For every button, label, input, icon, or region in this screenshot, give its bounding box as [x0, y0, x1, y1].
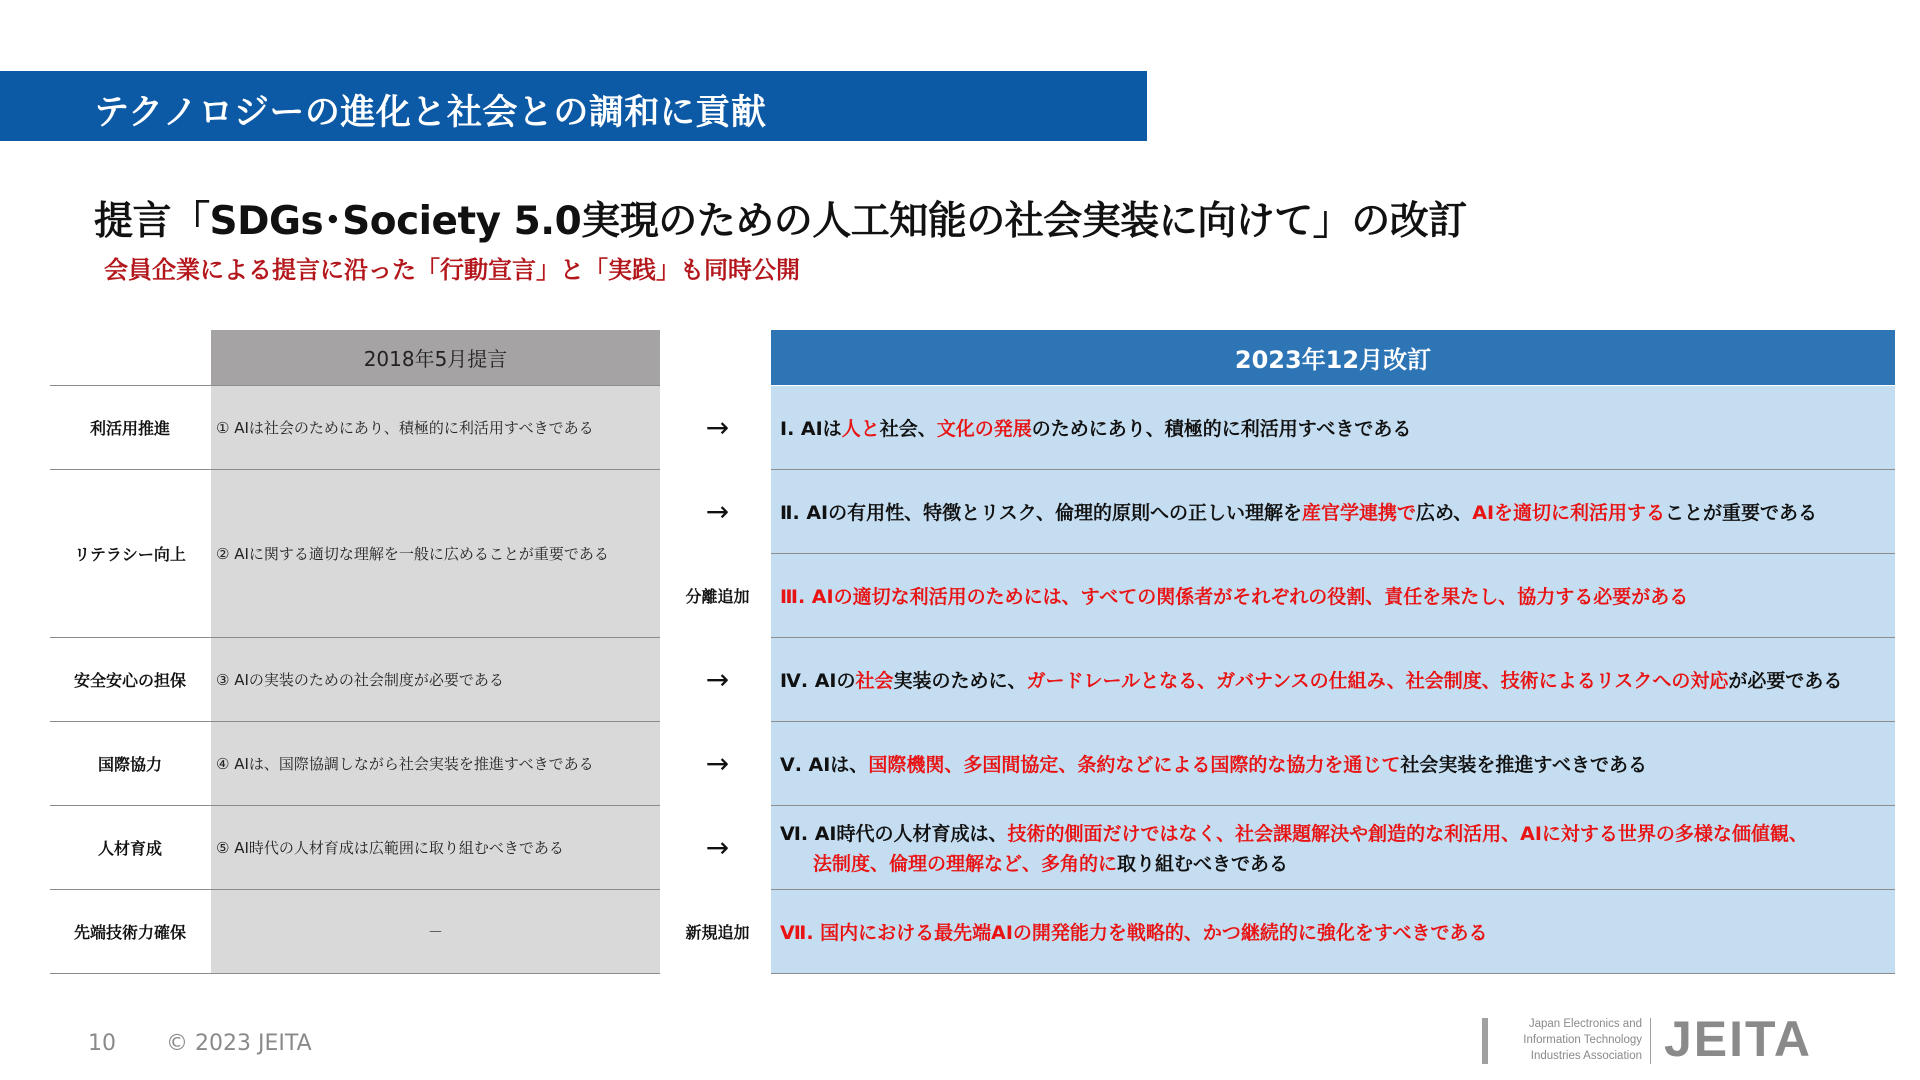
new-proposal-5 — [771, 722, 1895, 805]
banner-title: テクノロジーの進化と社会との調和に貢献 — [94, 93, 767, 133]
arrow-icon: → — [705, 831, 730, 864]
row-divider — [50, 973, 660, 974]
old-column-header: 2018年5月提言 — [211, 330, 660, 385]
text-segment: Ⅳ. AIの — [780, 670, 856, 692]
text-segment: Ⅰ. AIは — [780, 418, 842, 440]
highlight-segment: 技術的側面だけではなく、社会課題解決や創造的な利活用、AIに対する世界の多様な価値観、 — [1007, 823, 1808, 845]
split-added-label: 分離追加 — [685, 587, 750, 606]
old-proposal-3: ③ AIの実装のための社会制度が必要である — [211, 638, 660, 721]
row-divider — [771, 805, 1895, 806]
row-divider — [771, 553, 1895, 554]
highlight-segment: 法制度、倫理の理解など、多角的に — [813, 853, 1118, 875]
text-segment: 広め、 — [1416, 502, 1473, 524]
row-divider — [50, 385, 660, 386]
new-column-header: 2023年12月改訂 — [771, 330, 1895, 385]
arrow-icon: → — [705, 663, 730, 696]
logo-bar — [1482, 1018, 1488, 1064]
jeita-logo — [1482, 1011, 1857, 1067]
text-segment: 実装のために、 — [893, 670, 1027, 692]
old-proposal-none: － — [211, 890, 660, 973]
row-divider — [50, 805, 660, 806]
row-label-utilization: 利活用推進 — [89, 419, 170, 438]
copyright: © 2023 JEITA — [166, 1031, 312, 1056]
main-title: 提言「SDGs･Society 5.0実現のための人工知能の社会実装に向けて」の改訂 — [94, 199, 1467, 244]
row-divider — [50, 469, 660, 470]
title-banner — [0, 71, 1147, 141]
row-divider — [771, 637, 1895, 638]
logo-wordmark: JEITA — [1664, 1011, 1812, 1067]
text-segment: ことが重要である — [1665, 502, 1818, 524]
row-divider — [50, 721, 660, 722]
logo-association-name: Japan Electronics and Information Technology Industries Association — [1523, 1018, 1642, 1062]
new-proposal-2 — [771, 470, 1895, 553]
text-segment: が必要である — [1728, 670, 1843, 692]
row-label-safety: 安全安心の担保 — [73, 671, 186, 690]
new-added-label: 新規追加 — [685, 923, 750, 942]
new-proposal-7 — [771, 890, 1895, 973]
arrow-icon: → — [705, 411, 730, 444]
old-proposal-1: ① AIは社会のためにあり、積極的に利活用すべきである — [211, 386, 660, 469]
new-proposal-6 — [771, 806, 1895, 889]
row-label-literacy: リテラシー向上 — [74, 545, 186, 564]
highlight-segment: Ⅲ. AIの適切な利活用のためには、すべての関係者がそれぞれの役割、責任を果たし、協力する必要がある — [780, 586, 1689, 608]
row-divider — [771, 889, 1895, 890]
highlight-segment: 国際機関、多国間協定、条約などによる国際的な協力を通じて — [868, 754, 1401, 776]
line-1 — [780, 819, 1808, 846]
highlight-segment: 文化の発展 — [936, 418, 1032, 440]
text-segment: のためにあり、積極的に利活用すべきである — [1031, 418, 1412, 440]
text-segment: Ⅵ. AI時代の人材育成は、 — [780, 823, 1008, 845]
new-proposal-1 — [771, 386, 1895, 469]
row-divider — [50, 889, 660, 890]
new-proposal-4 — [771, 638, 1895, 721]
logo-separator — [1650, 1018, 1651, 1064]
line-2 — [780, 849, 1288, 876]
highlight-segment: 人と — [841, 418, 880, 440]
text-segment: Ⅱ. AIの有用性、特徴とリスク、倫理的原則への正しい理解を — [780, 502, 1302, 524]
arrow-icon: → — [705, 747, 730, 780]
highlight-segment: 社会 — [855, 670, 894, 692]
page-number: 10 — [88, 1031, 116, 1056]
text-segment: 取り組むべきである — [1117, 853, 1289, 875]
highlight-segment: Ⅶ. 国内における最先端AIの開発能力を戦略的、かつ継続的に強化をすべきである — [780, 922, 1488, 944]
row-label-international: 国際協力 — [97, 755, 162, 774]
text-segment: 社会、 — [879, 418, 937, 440]
old-proposal-4: ④ AIは、国際協調しながら社会実装を推進すべきである — [211, 722, 660, 805]
old-proposal-2: ② AIに関する適切な理解を一般に広めることが重要である — [211, 470, 660, 637]
text-segment: Ⅴ. AIは、 — [780, 754, 869, 776]
old-proposal-5: ⑤ AI時代の人材育成は広範囲に取り組むべきである — [211, 806, 660, 889]
arrow-icon: → — [705, 495, 730, 528]
highlight-segment: ガードレールとなる、ガバナンスの仕組み、社会制度、技術によるリスクへの対応 — [1026, 670, 1729, 692]
new-proposal-3 — [771, 554, 1895, 637]
subtitle: 会員企業による提言に沿った「行動宣言」と「実践」も同時公開 — [104, 256, 800, 284]
row-label-advanced-tech: 先端技術力確保 — [73, 923, 186, 942]
row-divider — [771, 469, 1895, 470]
row-divider — [50, 637, 660, 638]
row-divider — [771, 973, 1895, 974]
highlight-segment: AIを適切に利活用する — [1472, 502, 1666, 524]
text-segment: 社会実装を推進すべきである — [1400, 754, 1647, 776]
highlight-segment: 産官学連携で — [1301, 502, 1416, 524]
row-divider — [771, 721, 1895, 722]
row-label-talent: 人材育成 — [97, 839, 162, 858]
